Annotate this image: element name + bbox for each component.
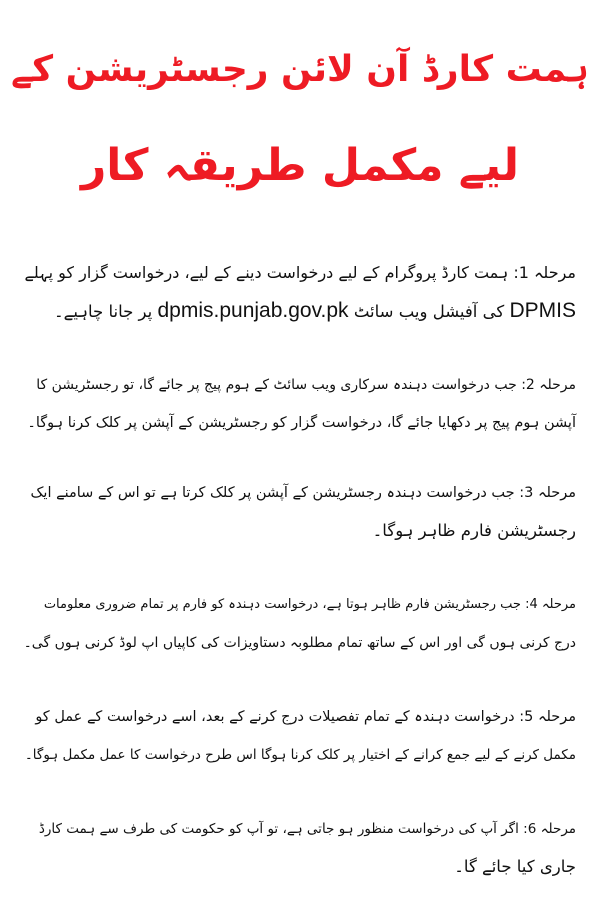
step-3-label: مرحلہ 3: <box>519 485 576 501</box>
step-4-text-1: جب رجسٹریشن فارم ظاہر ہوتا ہے، درخواست دہندہ کو فارم پر تمام ضروری معلومات <box>43 597 521 612</box>
step-2-line-1 <box>24 366 576 404</box>
website-url: dpmis.punjab.gov.pk <box>157 299 349 322</box>
step-4-label: مرحلہ 4: <box>525 597 576 612</box>
step-1 <box>24 254 576 331</box>
step-6-text-1: اگر آپ کی درخواست منظور ہو جاتی ہے، تو آپ کو حکومت کی طرف سے ہمت کارڈ <box>38 821 519 837</box>
step-3 <box>24 474 576 550</box>
step-6-label: مرحلہ 6: <box>523 821 576 837</box>
step-2-line-2: آپشن ہوم پیج پر دکھایا جائے گا، درخواست گزار کو رجسٹریشن کے آپشن پر کلک کرنا ہوگا۔ <box>27 415 576 431</box>
step-4-line-2: درج کرنی ہوں گی اور اس کے ساتھ تمام مطلوبہ دستاویزات کی کاپیاں اپ لوڈ کرنی ہوں گی۔ <box>23 635 576 651</box>
step-1-text-2b: پر جانا چاہیے۔ <box>54 302 153 321</box>
step-1-label: مرحلہ 1: <box>513 263 576 282</box>
page-title <box>10 22 590 214</box>
step-5-text-1: درخواست دہندہ کے تمام تفصیلات درج کرنے کے بعد، اسے درخواست کے عمل کو <box>35 709 515 725</box>
step-5-line-1 <box>24 698 576 736</box>
step-4-line-1 <box>24 586 576 624</box>
title-line-1: ہمت کارڈ آن لائن رجسٹریشن کے <box>11 49 589 90</box>
step-3-line-1 <box>24 474 576 512</box>
step-2-text-1: جب درخواست دہندہ سرکاری ویب سائٹ کے ہوم پیج پر جائے گا، تو رجسٹریشن کا <box>36 377 517 393</box>
step-3-text-1: جب درخواست دہندہ رجسٹریشن کے آپشن پر کلک کرتا ہے تو اس کے سامنے ایک <box>30 485 515 501</box>
step-3-line-2: رجسٹریشن فارم ظاہر ہوگا۔ <box>372 521 576 540</box>
step-6-line-1 <box>24 810 576 848</box>
step-6-line-2: جاری کیا جائے گا۔ <box>454 857 576 876</box>
dpmis-abbreviation: DPMIS <box>509 299 576 322</box>
step-4 <box>24 586 576 662</box>
title-line-2: لیے مکمل طریقہ کار <box>80 140 520 191</box>
step-5-label: مرحلہ 5: <box>519 709 576 725</box>
step-5-line-2: مکمل کرنے کے لیے جمع کرانے کے اختیار پر کلک کرنا ہوگا اس طرح درخواست کا عمل مکمل ہوگا۔ <box>24 747 576 763</box>
step-1-text-2a: کی آفیشل ویب سائٹ <box>353 302 505 321</box>
step-5 <box>24 698 576 774</box>
step-6 <box>24 810 576 886</box>
step-1-text-1: ہمت کارڈ پروگرام کے لیے درخواست دینے کے لیے، درخواست گزار کو پہلے <box>24 263 509 282</box>
step-1-line-2 <box>24 292 576 331</box>
step-1-line-1 <box>24 254 576 292</box>
step-2 <box>24 366 576 442</box>
step-2-label: مرحلہ 2: <box>521 377 576 393</box>
